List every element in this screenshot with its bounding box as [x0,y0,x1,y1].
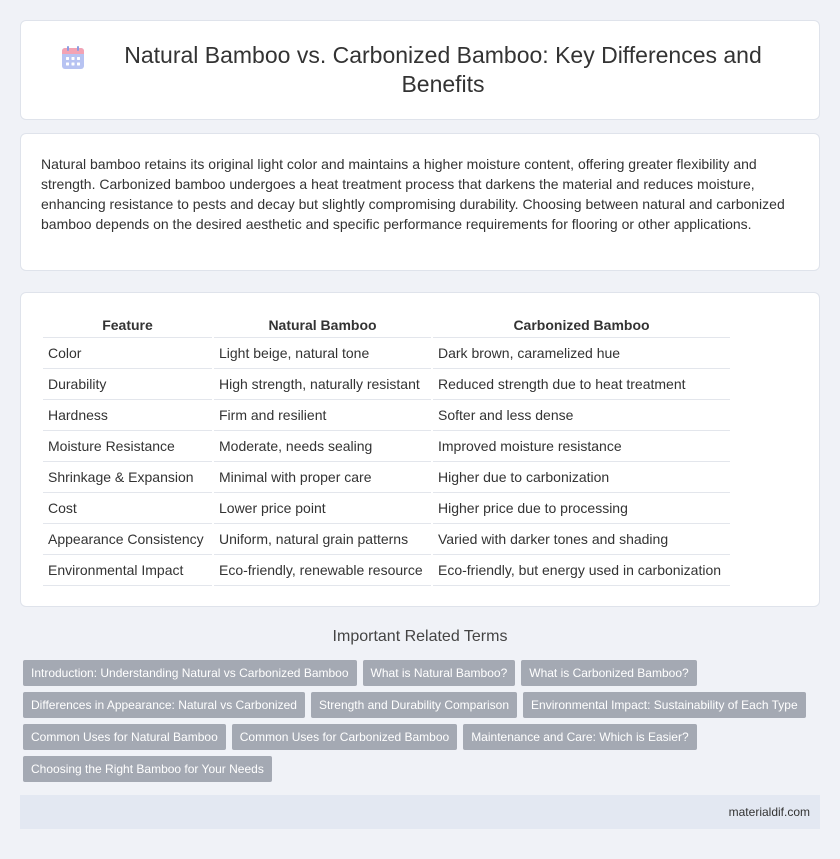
calendar-icon [60,45,86,71]
related-term-tag[interactable]: Differences in Appearance: Natural vs Carbonized [23,692,305,718]
cell-feature: Hardness [43,400,212,431]
related-term-tag[interactable]: Common Uses for Natural Bamboo [23,724,226,750]
table-row [43,462,730,493]
table-row [43,493,730,524]
related-term-tag[interactable]: Environmental Impact: Sustainability of Each Type [523,692,806,718]
related-term-tag[interactable]: What is Natural Bamboo? [363,660,516,686]
comparison-table-card [20,292,820,607]
cell-natural: Lower price point [214,493,431,524]
cell-feature: Environmental Impact [43,555,212,586]
cell-natural: Eco-friendly, renewable resource [214,555,431,586]
related-term-tag[interactable]: Maintenance and Care: Which is Easier? [463,724,696,750]
cell-feature: Durability [43,369,212,400]
cell-carbonized: Eco-friendly, but energy used in carbonization [433,555,730,586]
related-term-tag[interactable]: Introduction: Understanding Natural vs Carbonized Bamboo [23,660,357,686]
cell-carbonized: Higher price due to processing [433,493,730,524]
table-row [43,338,730,369]
footer-site-link[interactable]: materialdif.com [728,805,810,819]
cell-carbonized: Reduced strength due to heat treatment [433,369,730,400]
table-row [43,431,730,462]
cell-feature: Cost [43,493,212,524]
header-carbonized-bamboo: Carbonized Bamboo [433,313,730,338]
page-title: Natural Bamboo vs. Carbonized Bamboo: Key Differences and Benefits [124,42,762,97]
cell-natural: Light beige, natural tone [214,338,431,369]
title-card [20,20,820,120]
cell-feature: Shrinkage & Expansion [43,462,212,493]
comparison-table [41,313,732,586]
table-row [43,555,730,586]
cell-carbonized: Improved moisture resistance [433,431,730,462]
summary-text: Natural bamboo retains its original light color and maintains a higher moisture content, offering greater flexibility and strength. Carbonized bamboo undergoes a heat treatment process that darkens the material and reduces moisture, enhancing resistance to pests and decay but slightly compromising durability. Choosing between natural and carbonized bamboo depends on the desired aesthetic and specific performance requirements for flooring or other applications. [41,156,785,232]
cell-natural: Firm and resilient [214,400,431,431]
related-term-tag[interactable]: Strength and Durability Comparison [311,692,517,718]
cell-natural: Moderate, needs sealing [214,431,431,462]
related-terms-title: Important Related Terms [332,628,508,645]
table-header-row [43,313,730,338]
cell-feature: Moisture Resistance [43,431,212,462]
table-row [43,369,730,400]
footer [20,795,820,829]
related-term-tag[interactable]: Choosing the Right Bamboo for Your Needs [23,756,272,782]
table-row [43,400,730,431]
header-feature: Feature [43,313,212,338]
related-terms-list [23,660,823,788]
cell-carbonized: Dark brown, caramelized hue [433,338,730,369]
cell-natural: Uniform, natural grain patterns [214,524,431,555]
related-term-tag[interactable]: Common Uses for Carbonized Bamboo [232,724,457,750]
cell-carbonized: Varied with darker tones and shading [433,524,730,555]
header-natural-bamboo: Natural Bamboo [214,313,431,338]
cell-carbonized: Higher due to carbonization [433,462,730,493]
cell-natural: Minimal with proper care [214,462,431,493]
related-term-tag[interactable]: What is Carbonized Bamboo? [521,660,696,686]
summary-card [20,133,820,271]
cell-feature: Appearance Consistency [43,524,212,555]
title-wrap [60,41,780,99]
cell-natural: High strength, naturally resistant [214,369,431,400]
table-row [43,524,730,555]
cell-feature: Color [43,338,212,369]
cell-carbonized: Softer and less dense [433,400,730,431]
